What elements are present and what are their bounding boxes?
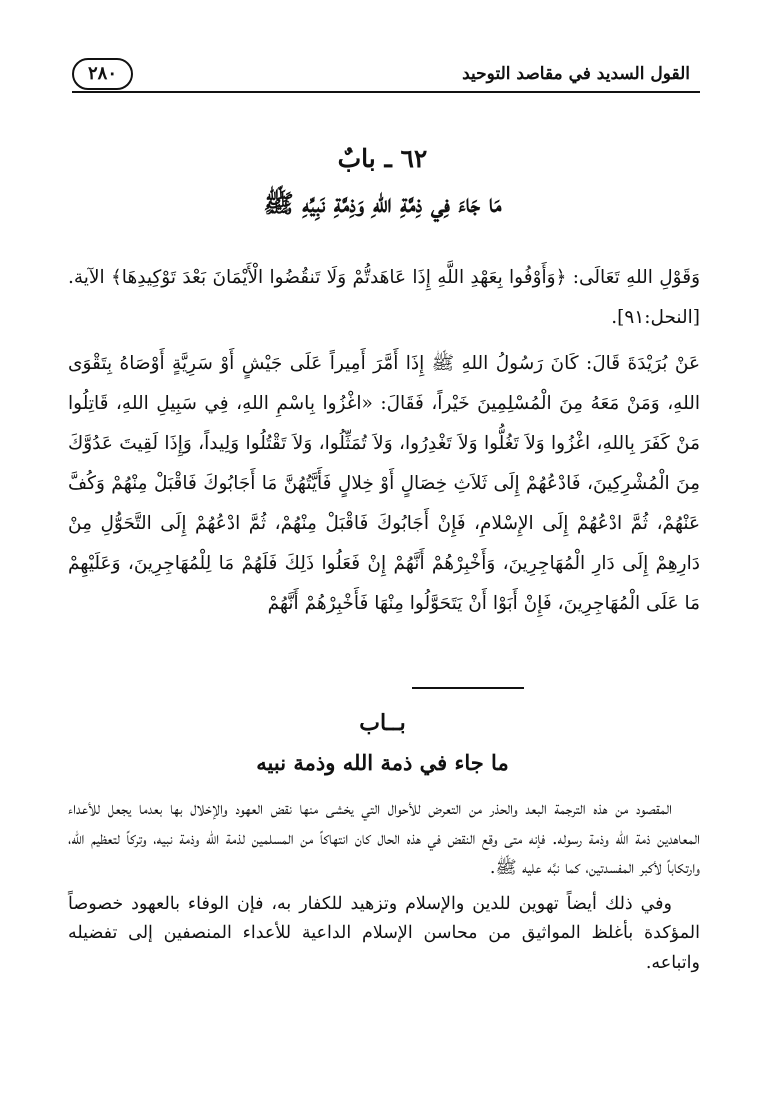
commentary-paragraph: وفي ذلك أيضاً تهوين للدين والإسلام وتزهيد للكفار به، فإن الوفاء بالعهود خصوصاً المؤكدة بأغلظ المواثيق من محاسن الإسلام الداعية للأعداء المنصفين إلى تفضيله واتباعه.: [68, 893, 700, 973]
page-header: [72, 58, 700, 92]
section-divider: [412, 687, 524, 689]
hadith-paragraph: عَنْ بُرَيْدَةَ قَالَ: كَانَ رَسُولُ اللهِ ﷺ إِذَا أَمَّرَ أَمِيراً عَلَى جَيْشٍ أَوْ سَرِيَّةٍ أَوْصَاهُ بِتَقْوَى اللهِ، وَمَنْ مَعَهُ مِنَ الْمُسْلِمِينَ خَيْراً، فَقَالَ: «اغْزُوا بِاسْمِ اللهِ، فِي سَبِيلِ اللهِ، قَاتِلُوا مَنْ كَفَرَ بِاللهِ، اغْزُوا وَلاَ تَغُلُّوا وَلاَ تَغْدِرُوا، وَلاَ تُمَثِّلُوا، وَلاَ تَقْتُلُوا وَلِيداً، وَإِذَا لَقِيتَ عَدُوَّكَ مِنَ الْمُشْرِكِينَ، فَادْعُهُمْ إِلَى ثَلاَثِ خِصَالٍ أَوْ خِلالٍ فَأَيَّتُهُنَّ مَا أَجَابُوكَ فَاقْبَلْ مِنْهُمْ وَكُفَّ عَنْهُمْ، ثُمَّ ادْعُهُمْ إِلَى الإِسْلامِ، فَإِنْ أَجَابُوكَ فَاقْبَلْ مِنْهُمْ، ثُمَّ ادْعُهُمْ إِلَى التَّحَوُّلِ مِنْ دَارِهِمْ إِلَى دَارِ الْمُهَاجِرِينَ، وَأَخْبِرْهُمْ أَنَّهُمْ إِنْ فَعَلُوا ذَلِكَ فَلَهُمْ مَا لِلْمُهَاجِرِينَ، وَعَلَيْهِمْ مَا عَلَى الْمُهَاجِرِينَ، فَإِنْ أَبَوْا أَنْ يَتَحَوَّلُوا مِنْهَا فَأَخْبِرْهُمْ أَنَّهُمْ: [68, 353, 700, 614]
commentary-heading: بــاب: [359, 710, 406, 736]
running-title: القول السديد في مقاصد التوحيد: [462, 64, 690, 84]
chapter-number: ٦٢ ـ بابٌ: [337, 144, 428, 173]
commentary-title: ما جاء في ذمة الله وذمة نبيه: [256, 750, 509, 775]
commentary-text: [68, 795, 700, 984]
chapter-title: مَا جَاءَ فِي ذِمَّةِ اللهِ وَذِمَّةِ نَبِيِّهِ ﷺ: [263, 189, 502, 218]
main-text: [68, 258, 700, 630]
commentary-paragraph: المقصود من هذه الترجمة البعد والحذر من التعرض للأحوال التي يخشى منها نقض العهود والإخلال بها بعدما يجعل للأعداء المعاهدين ذمة الله وذمة رسوله. فإنه متى وقع النقض في هذه الحال كان انتهاكاً من المسلمين لذمة الله وذمة نبيه، وتركاً لتعظيم الله، وارتكاباً لأكبر المفسدتين، كما نبَّه عليه ﷺ.: [68, 799, 700, 878]
page-number: ٢٨٠: [72, 58, 133, 90]
header-rule: [72, 91, 700, 93]
quran-verse-paragraph: وَقَوْلِ اللهِ تَعَالَى: ﴿وَأَوْفُوا بِعَهْدِ اللَّهِ إِذَا عَاهَدتُّمْ وَلَا تَنقُضُوا الْأَيْمَانَ بَعْدَ تَوْكِيدِهَا﴾ الآية. [النحل:٩١].: [68, 267, 700, 328]
